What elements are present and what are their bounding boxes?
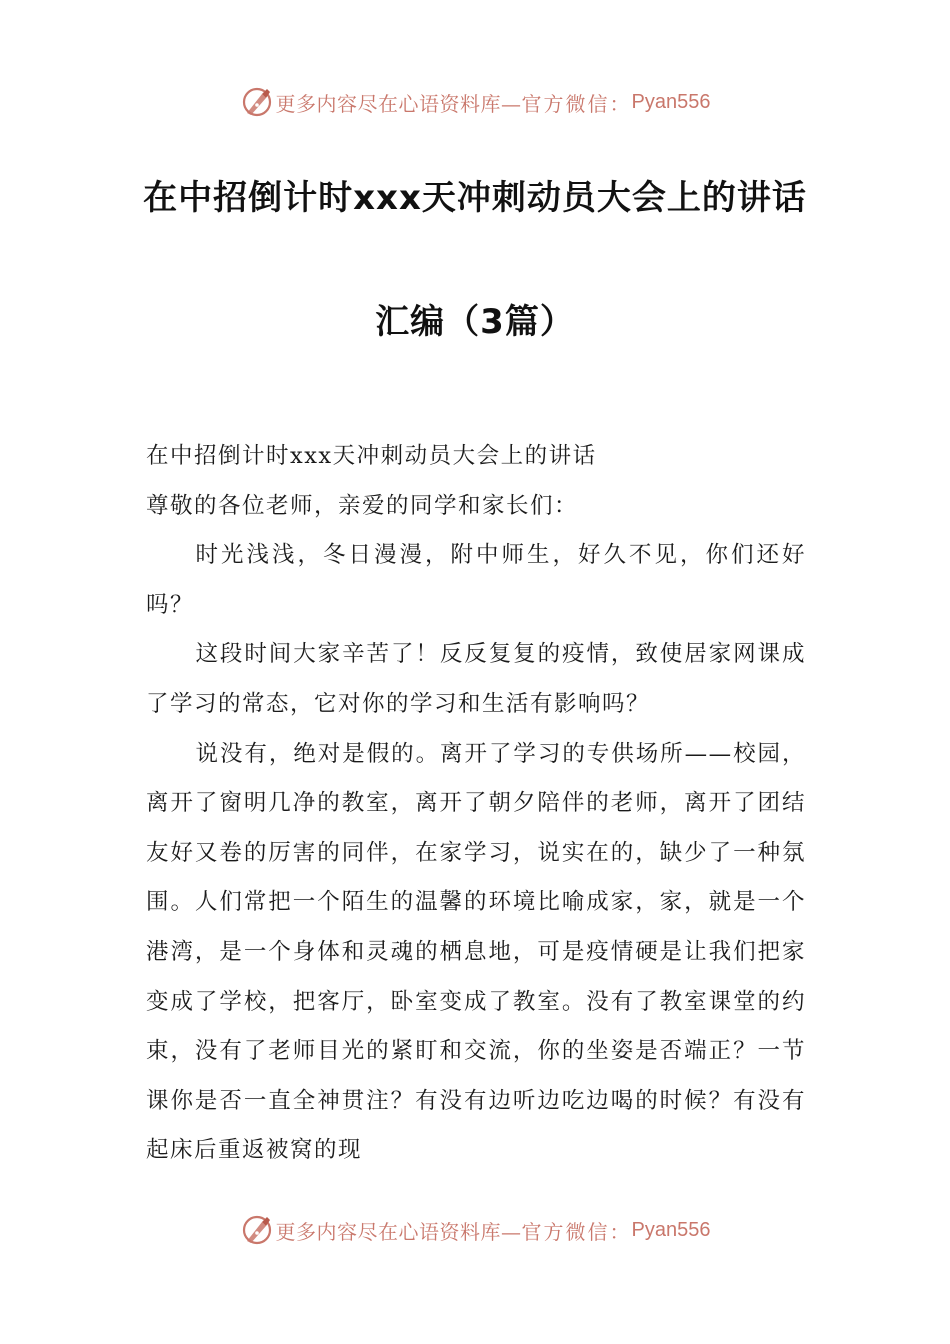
banner-wechat-id: Pyan556: [631, 90, 711, 113]
salutation: 尊敬的各位老师，亲爱的同学和家长们：: [146, 492, 579, 519]
banner-text: 更多内容尽在心语资料库—: [275, 91, 522, 116]
document-title-line-2: 汇编（3篇）: [375, 302, 575, 342]
pen-nib-logo-icon: [240, 85, 274, 119]
pen-nib-logo-icon: [240, 1213, 274, 1247]
banner-wechat-label: 官方微信：: [521, 1219, 632, 1244]
paragraph: 这段时间大家辛苦了！反反复复的疫情，致使居家网课成了学习的常态，它对你的学习和生活有影响吗？: [146, 641, 806, 717]
paragraph: 说没有，绝对是假的。离开了学习的专供场所——校园，离开了窗明几净的教室，离开了朝夕陪伴的老师，离开了团结友好又卷的厉害的同伴，在家学习，说实在的，缺少了一种氛围。人们常把一个陌生的温馨的环境比喻成家，家，就是一个港湾，是一个身体和灵魂的栖息地，可是疫情硬是让我们把家变成了学校，把客厅，卧室变成了教室。没有了教室课堂的约束，没有了老师目光的紧盯和交流，你的坐姿是否端正？一节课你是否一直全神贯注？有没有边听边吃边喝的时候？有没有起床后重返被窝的现: [146, 740, 806, 1164]
header-banner: [0, 80, 950, 124]
document-title-line-1: 在中招倒计时xxx天冲刺动员大会上的讲话: [143, 178, 807, 218]
banner-wechat-label: 官方微信：: [521, 91, 632, 116]
section-subtitle: 在中招倒计时xxx天冲刺动员大会上的讲话: [146, 443, 597, 469]
banner-wechat-id: Pyan556: [631, 1218, 711, 1241]
banner-text: 更多内容尽在心语资料库—: [275, 1219, 522, 1244]
document-body: [146, 432, 806, 1176]
paragraph: 时光浅浅，冬日漫漫，附中师生，好久不见，你们还好吗？: [146, 542, 806, 618]
footer-banner: [0, 1208, 950, 1252]
